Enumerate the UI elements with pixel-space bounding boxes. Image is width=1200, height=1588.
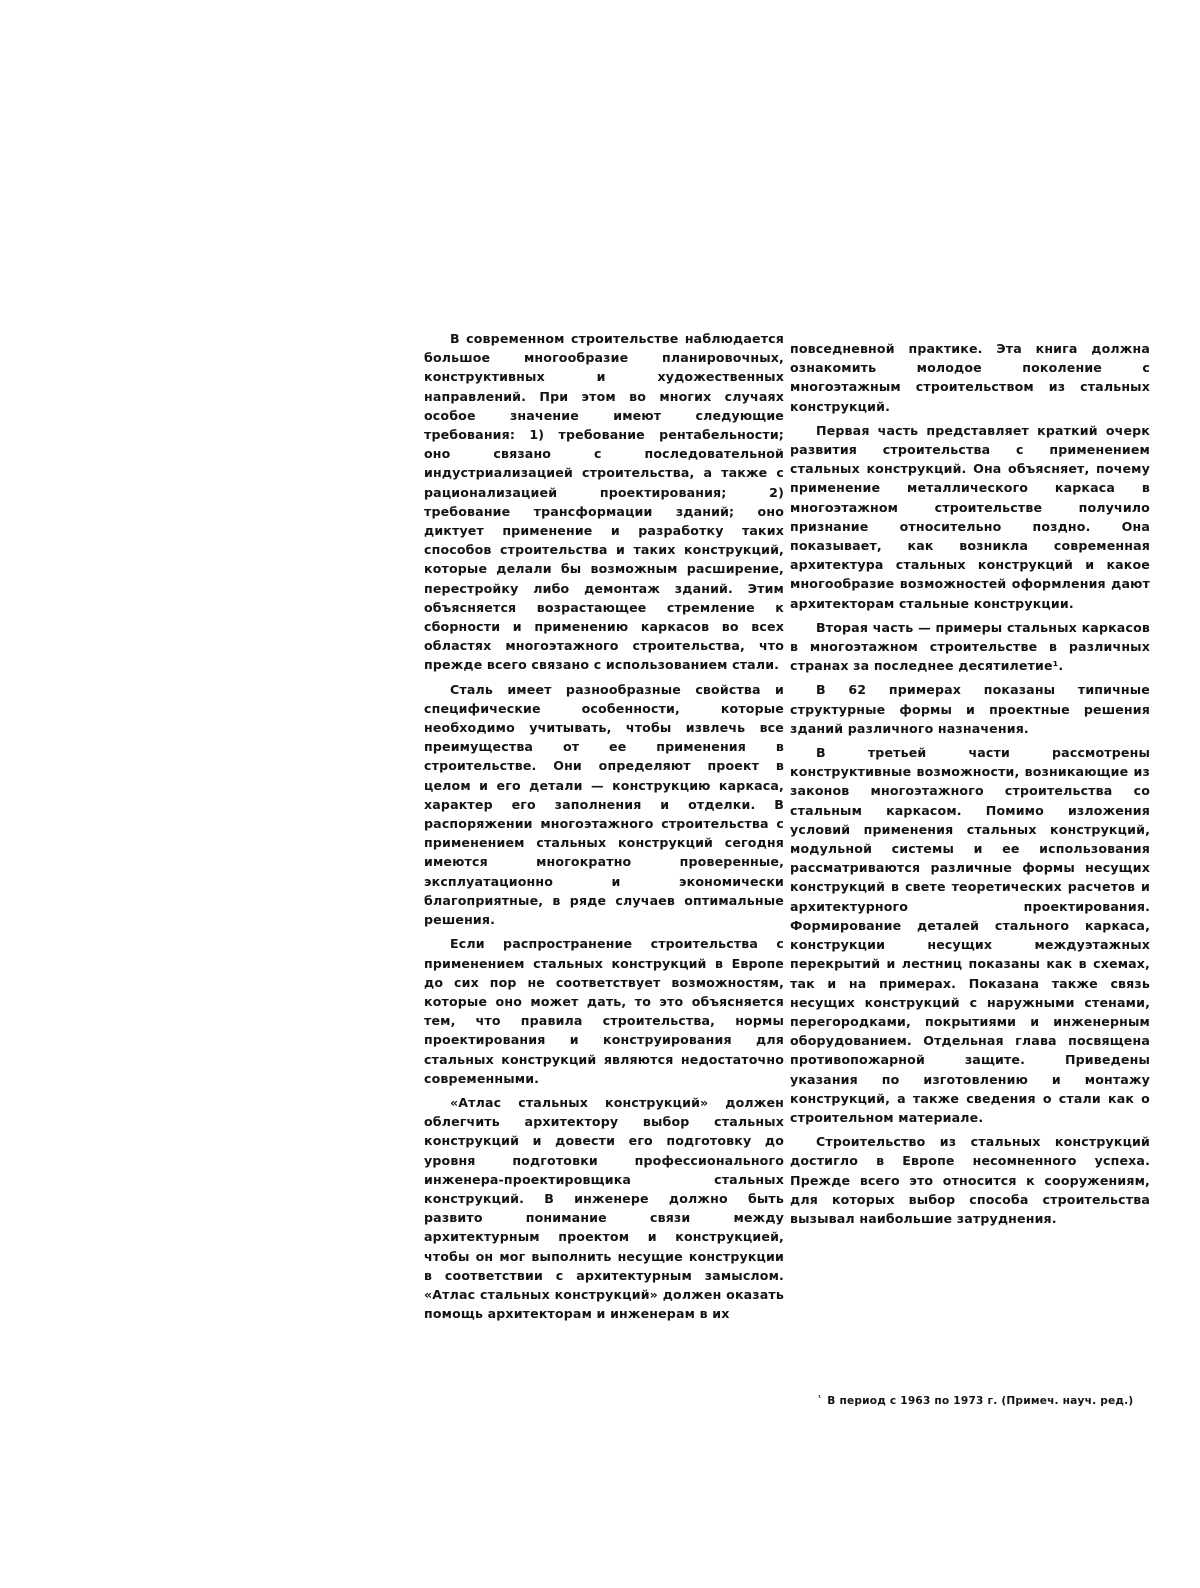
- paragraph: Вторая часть — примеры стальных каркасов в многоэтажном строительстве в различных странах за последнее десятилетие¹.: [790, 619, 1150, 674]
- footnote-marker: ¹: [818, 1394, 822, 1402]
- paragraph: Сталь имеет разнообразные свойства и специфические особенности, которые необходимо учитывать, чтобы извлечь все преимущества от ее применения в строительстве. Они определяют проект в целом и его детали — конструкцию каркаса, характер его заполнения и отделки. В распоряжении многоэтажного строительства с применением стальных конструкций сегодня имеются многократно проверенные, эксплуатационно и экономически благоприятные, в ряде случаев оптимальные решения.: [424, 681, 784, 928]
- text-column-left: [424, 329, 784, 1328]
- paragraph: В современном строительстве наблюдается большое многообразие планировочных, конструктивных и художественных направлений. При этом во многих случаях особое значение имеют следующие требования: 1) требование рентабельности; оно связано с последовательной индустриализацией строительства, а также с рационализацией проектирования; 2) требование трансформации зданий; оно диктует применение и разработку таких способов строительства и таких конструкций, которые делали бы возможным расширение, перестройку либо демонтаж зданий. Этим объясняется возрастающее стремление к сборности и применению каркасов во всех областях многоэтажного строительства, что прежде всего связано с использованием стали.: [424, 331, 784, 673]
- paragraph: В третьей части рассмотрены конструктивные возможности, возникающие из законов многоэтажного строительства со стальным каркасом. Помимо изложения условий применения стальных конструкций, модульной системы и ее использования рассматриваются различные формы несущих конструкций в свете теоретических расчетов и архитектурного проектирования. Формирование деталей стального каркаса, конструкции несущих междуэтажных перекрытий и лестниц показаны как в схемах, так и на примерах. Показана также связь несущих конструкций с наружными стенами, перегородками, покрытиями и инженерным оборудованием. Отдельная глава посвящена противопожарной защите. Приведены указания по изготовлению и монтажу конструкций, а также сведения о стали как о строительном материале.: [790, 745, 1150, 1125]
- paragraph: В 62 примерах показаны типичные структурные формы и проектные решения зданий различного назначения.: [790, 682, 1150, 736]
- paragraph-continuation: повседневной практике. Эта книга должна ознакомить молодое поколение с многоэтажным строительством из стальных конструкций.: [790, 341, 1150, 414]
- paragraph: Первая часть представляет краткий очерк развития строительства с применением стальных конструкций. Она объясняет, почему применение металлического каркаса в многоэтажном строительстве получило признание относительно поздно. Она показывает, как возникла современная архитектура стальных конструкций и какое многообразие возможностей оформления дают архитекторам стальные конструкции.: [790, 422, 1150, 611]
- text-column-right: [790, 339, 1150, 1233]
- footnote-text: В период с 1963 по 1973 г. (Примеч. науч. ред.): [827, 1395, 1134, 1407]
- paragraph: «Атлас стальных конструкций» должен облегчить архитектору выбор стальных конструкций и довести его подготовку до уровня подготовки профессионального инженера-проектировщика стальных конструкций. В инженере должно быть развито понимание связи между архитектурным проектом и конструкцией, чтобы он мог выполнить несущие конструкции в соответствии с архитектурным замыслом. «Атлас стальных конструкций» должен оказать помощь архитекторам и инженерам в их: [424, 1094, 784, 1322]
- paragraph: Если распространение строительства с применением стальных конструкций в Европе до сих пор не соответствует возможностям, которые оно может дать, то это объясняется тем, что правила строительства, нормы проектирования и конструирования для стальных конструкций являются недостаточно современными.: [424, 936, 784, 1086]
- footnote: [818, 1391, 1158, 1408]
- paragraph: Строительство из стальных конструкций достигло в Европе несомненного успеха. Прежде всего это относится к сооружениям, для которых выбор способа строительства вызывал наибольшие затруднения.: [790, 1134, 1150, 1226]
